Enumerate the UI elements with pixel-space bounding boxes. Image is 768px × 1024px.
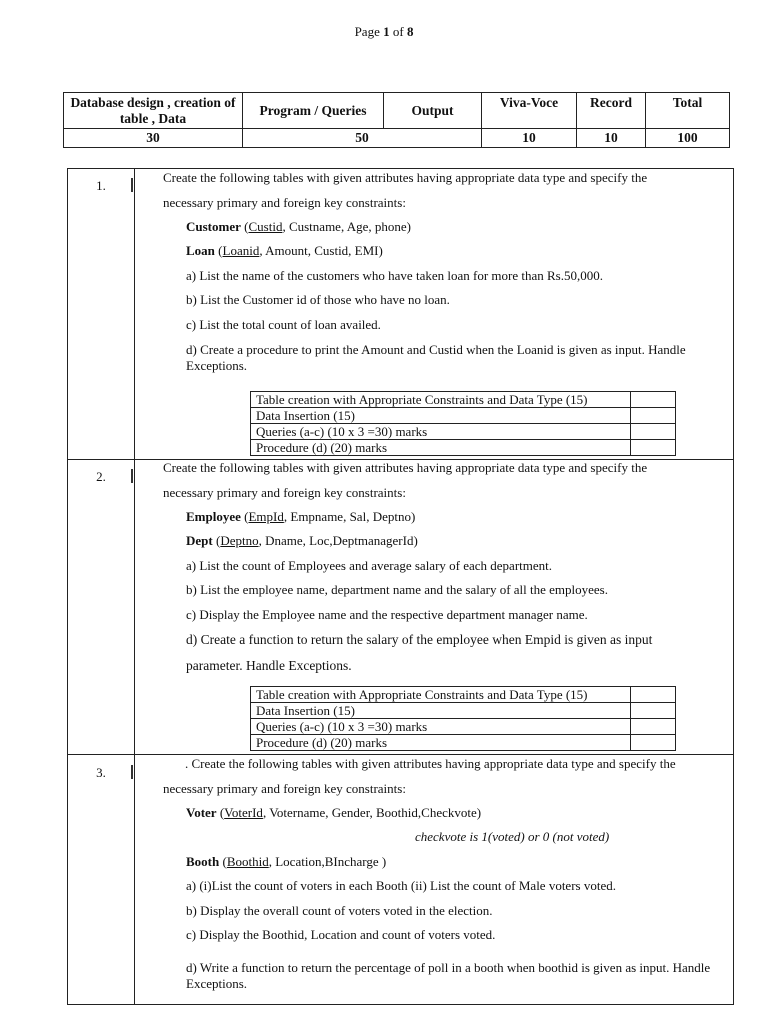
question-intro: necessary primary and foreign key constraints: [163,485,406,500]
sub-question: c) Display the Boothid, Location and count of voters voted. [186,927,496,942]
question-number: 1. [96,178,106,193]
page-total: 8 [406,24,414,39]
rubric-row [251,440,676,456]
rubric-table [250,686,676,751]
table-definition [186,219,411,235]
question-intro: necessary primary and foreign key constraints: [163,195,406,210]
marks-header-cell: Viva-Voce [482,93,577,129]
rubric-item: Queries (a-c) (10 x 3 =30) marks [251,424,631,440]
page-current: 1 [383,24,390,39]
marks-header-cell: Program / Queries [243,93,384,129]
rubric-table [250,391,676,456]
rubric-row [251,392,676,408]
marker-bar [131,178,133,192]
table-definition [186,805,481,821]
question-intro: necessary primary and foreign key constraints: [163,781,406,796]
marks-header-cell: Total [646,93,730,129]
rubric-item: Queries (a-c) (10 x 3 =30) marks [251,719,631,735]
rubric-mark [631,408,676,424]
table-name: Loan [186,243,215,258]
attributes: , Dname, Loc,DeptmanagerId) [258,533,418,548]
question-number: 3. [96,765,106,780]
page-of: of [392,24,404,39]
paren: ( [212,533,221,548]
attributes: , Votername, Gender, Boothid,Checkvote) [262,805,482,820]
question-intro: Create the following tables with given attributes having appropriate data type and specify the [163,170,648,185]
attributes: , Custname, Age, phone) [282,219,411,234]
table-definition [186,533,418,549]
rubric-item: Data Insertion (15) [251,408,631,424]
rubric-mark [631,703,676,719]
rubric-mark [631,687,676,703]
rubric-item: Data Insertion (15) [251,703,631,719]
sub-question: b) List the Customer id of those who have no loan. [186,292,450,307]
marks-value-cell: 10 [482,129,577,148]
sub-question: a) List the count of Employees and average salary of each department. [186,558,553,573]
marks-header-row [64,93,730,129]
question-intro: Create the following tables with given attributes having appropriate data type and specify the [163,460,648,475]
rubric-mark [631,392,676,408]
table-name: Booth [186,854,220,869]
table-name: Voter [186,805,217,820]
table-name: Employee [186,509,241,524]
marks-table [63,92,730,148]
rubric-row [251,424,676,440]
marks-value-cell: 100 [646,129,730,148]
question-intro: . Create the following tables with given attributes having appropriate data type and specify the [185,756,676,771]
rubric-mark [631,424,676,440]
rubric-mark [631,735,676,751]
sub-question: d) Create a function to return the salary of the employee when Empid is given as input [186,632,653,647]
column-divider [134,169,135,1004]
attributes: , Location,BIncharge ) [268,854,387,869]
paren: ( [216,805,225,820]
marker-bar [131,469,133,483]
primary-key: EmpId [248,509,284,524]
marker-bar [131,765,133,779]
marks-header-cell: Output [384,93,482,129]
paren: ( [219,854,227,869]
sub-question: b) List the employee name, department name and the salary of all the employees. [186,582,608,597]
rubric-mark [631,719,676,735]
primary-key: Custid [248,219,283,234]
marks-value-cell: 30 [64,129,243,148]
sub-question: a) List the name of the customers who have taken loan for more than Rs.50,000. [186,268,603,283]
rubric-mark [631,440,676,456]
rubric-item: Table creation with Appropriate Constraints and Data Type (15) [251,392,631,408]
primary-key: Loanid [222,243,260,258]
page-prefix: Page [354,24,380,39]
sub-question: b) Display the overall count of voters voted in the election. [186,903,493,918]
sub-question: c) List the total count of loan availed. [186,317,381,332]
primary-key: Deptno [220,533,259,548]
primary-key: VoterId [224,805,263,820]
rubric-item: Procedure (d) (20) marks [251,440,631,456]
rubric-item: Table creation with Appropriate Constraints and Data Type (15) [251,687,631,703]
rubric-row [251,735,676,751]
table-definition [186,243,383,259]
marks-header-cell: Record [577,93,646,129]
rubric-item: Procedure (d) (20) marks [251,735,631,751]
sub-question: d) Write a function to return the percentage of poll in a booth when boothid is given as input. Handle Exceptions. [186,960,711,991]
constraint-note: checkvote is 1(voted) or 0 (not voted) [415,829,610,844]
row-divider [68,754,733,755]
attributes: , Empname, Sal, Deptno) [283,509,416,524]
sub-question: a) (i)List the count of voters in each Booth (ii) List the count of Male voters voted. [186,878,616,893]
rubric-row [251,408,676,424]
table-name: Dept [186,533,213,548]
sub-question: c) Display the Employee name and the respective department manager name. [186,607,588,622]
rubric-row [251,687,676,703]
attributes: , Amount, Custid, EMI) [259,243,383,258]
rubric-row [251,719,676,735]
paren: ( [240,509,249,524]
marks-header-cell: Database design , creation of table , Data [64,93,243,129]
questions-table [67,168,734,1005]
marks-value-cell: 10 [577,129,646,148]
table-name: Customer [186,219,241,234]
paren: ( [240,219,249,234]
table-definition [186,509,415,525]
table-definition [186,854,386,870]
sub-question-continued: parameter. Handle Exceptions. [186,658,352,673]
marks-values-row [64,129,730,148]
sub-question: d) Create a procedure to print the Amount and Custid when the Loanid is given as input. Handle Exceptions. [186,342,686,373]
page-number [0,24,768,40]
paren: ( [214,243,223,258]
marks-value-cell: 50 [243,129,482,148]
rubric-row [251,703,676,719]
question-number: 2. [96,469,106,484]
primary-key: Boothid [226,854,269,869]
